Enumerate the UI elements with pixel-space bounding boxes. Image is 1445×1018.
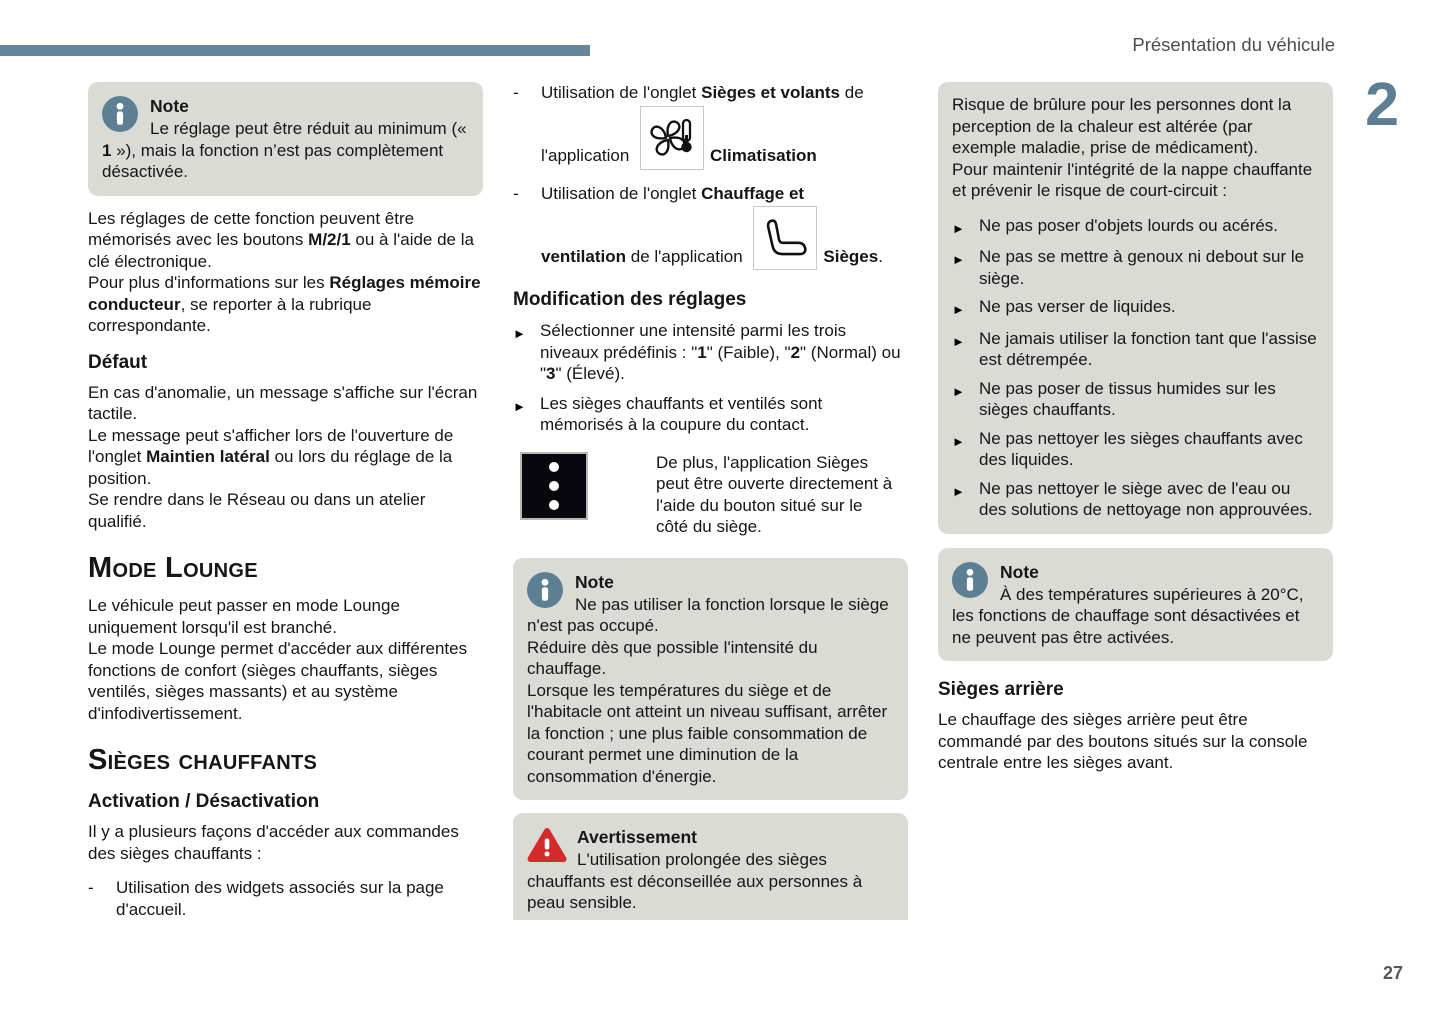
safety-item-text: Ne pas se mettre à genoux ni debout sur le siège.	[979, 247, 1305, 288]
info-icon	[952, 562, 988, 598]
list-item-text: Utilisation de l'onglet Chauffage et	[541, 183, 805, 203]
list-item-text: l'application	[541, 146, 635, 165]
list-item	[513, 183, 908, 205]
note-box-usage	[513, 558, 908, 801]
seat-side-button-icon	[520, 452, 588, 520]
note-body: Réduire dès que possible l'intensité du chauffage.	[527, 637, 818, 678]
warning-title: Avertissement	[577, 827, 697, 847]
header-accent-bar	[0, 45, 590, 56]
note-body: Le réglage peut être réduit au minimum (« 1 »), mais la fonction n’est pas complètement désactivée.	[102, 119, 467, 181]
dash-bullet: -	[88, 878, 94, 897]
paragraph: Le mode Lounge permet d'accéder aux différentes fonctions de confort (sièges chauffants, sièges ventilés, sièges massants) et au système d'infodivertissement.	[88, 639, 468, 723]
arrow-bullet: ►	[952, 220, 965, 236]
safety-item	[952, 328, 1318, 371]
paragraph: Les réglages de cette fonction peuvent être mémorisés avec les boutons M/2/1 ou à l'aide de la clé électronique.	[88, 208, 474, 271]
arrow-bullet: ►	[952, 252, 965, 267]
arrow-bullet: ►	[952, 333, 965, 349]
warning-box	[513, 813, 908, 920]
safety-item	[952, 378, 1318, 421]
heading-sieges-chauffants: Sièges chauffants	[88, 744, 318, 776]
list-item-text: Utilisation des widgets associés sur la page d'accueil.	[116, 878, 444, 919]
instruction-text: Sélectionner une intensité parmi les trois niveaux prédéfinis : "1" (Faible), "2" (Normal) ou "3" (Élevé).	[540, 321, 901, 383]
arrow-bullet: ►	[952, 383, 965, 399]
paragraph: Se rendre dans le Réseau ou dans un atelier qualifié.	[88, 490, 426, 531]
side-button-text: De plus, l'application Sièges peut être ouverte directement à l'aide du bouton situé sur le côté du siège.	[656, 452, 893, 536]
safety-item-text: Ne pas poser de tissus humides sur les sièges chauffants.	[979, 378, 1276, 419]
arrow-bullet: ►	[513, 398, 526, 414]
dash-bullet: -	[513, 183, 519, 203]
warning-body: L'utilisation prolongée des sièges chauffants est déconseillée aux personnes à peau sensible.	[527, 850, 863, 912]
fan-thermometer-icon	[640, 106, 704, 170]
safety-item	[952, 428, 1318, 471]
seat-icon	[753, 206, 817, 270]
side-button-info	[513, 452, 908, 538]
dash-bullet: -	[513, 83, 519, 102]
column-middle	[513, 82, 908, 920]
safety-item-text: Ne pas nettoyer les sièges chauffants avec des liquides.	[979, 428, 1303, 469]
list-item-text: Sièges.	[823, 246, 883, 266]
note-body: À des températures supérieures à 20°C, les fonctions de chauffage sont désactivées et ne peuvent pas être activées.	[952, 584, 1304, 647]
safety-box	[938, 82, 1333, 534]
safety-item-text: Ne pas verser de liquides.	[979, 297, 1176, 316]
paragraph: Pour plus d'informations sur les Réglages mémoire conducteur, se reporter à la rubrique correspondante.	[88, 273, 481, 335]
heading-activation: Activation / Désactivation	[88, 791, 320, 812]
info-icon	[527, 572, 563, 608]
list-item-text: Climatisation	[710, 146, 817, 165]
paragraph: Le véhicule peut passer en mode Lounge uniquement lorsqu'il est branché.	[88, 596, 400, 637]
list-item	[513, 82, 908, 104]
paragraph: Le chauffage des sièges arrière peut être commandé par des boutons situés sur la console centrale entre les sièges avant.	[938, 710, 1308, 772]
warning-triangle-icon	[527, 827, 567, 863]
sieges-app-row	[513, 204, 908, 270]
safety-intro: Risque de brûlure pour les personnes dont la perception de la chaleur est altérée (par exemple maladie, prise de médicament).	[952, 95, 1292, 157]
note-title: Note	[575, 571, 614, 592]
column-right	[938, 82, 1333, 774]
note-body: Lorsque les températures du siège et de l'habitacle ont atteint un niveau suffisant, arrêter la fonction ; une plus faible consommation de courant permet une diminution de la consommation d'énergie.	[527, 680, 888, 786]
safety-item	[952, 215, 1318, 240]
safety-item-text: Ne jamais utiliser la fonction tant que l'assise est détrempée.	[979, 328, 1317, 369]
arrow-bullet: ►	[952, 483, 965, 499]
column-left	[88, 82, 483, 920]
paragraph: Le message peut s'afficher lors de l'ouverture de l'onglet Maintien latéral ou lors du réglage de la position.	[88, 425, 454, 488]
instruction-text: Les sièges chauffants et ventilés sont mémorisés à la coupure du contact.	[540, 393, 823, 434]
page-number: 27	[1382, 963, 1403, 983]
safety-item	[952, 478, 1318, 521]
climatisation-app-row	[513, 104, 908, 170]
note-title: Note	[1000, 561, 1039, 582]
paragraph: En cas d'anomalie, un message s'affiche sur l'écran tactile.	[88, 382, 478, 423]
safety-intro: Pour maintenir l'intégrité de la nappe chauffante et prévenir le risque de court-circuit :	[952, 159, 1313, 200]
list-item	[88, 877, 483, 920]
safety-item	[952, 296, 1318, 321]
instruction-item	[513, 320, 908, 385]
heading-sieges-arriere: Sièges arrière	[938, 679, 1064, 700]
info-icon	[102, 96, 138, 132]
chapter-number: 2	[1365, 70, 1399, 138]
heading-defaut: Défaut	[88, 351, 148, 373]
paragraph: Il y a plusieurs façons d'accéder aux commandes des sièges chauffants :	[88, 822, 459, 863]
list-item-text: Utilisation de l'onglet Sièges et volants de	[541, 83, 864, 102]
note-box-reglage	[88, 82, 483, 196]
safety-item-text: Ne pas poser d'objets lourds ou acérés.	[979, 215, 1279, 235]
note-box-temperature	[938, 548, 1333, 662]
heading-modification: Modification des réglages	[513, 289, 747, 310]
heading-mode-lounge: Mode Lounge	[88, 552, 258, 584]
safety-item	[952, 246, 1318, 289]
note-title: Note	[150, 96, 189, 116]
arrow-bullet: ►	[952, 433, 965, 449]
instruction-item	[513, 393, 908, 436]
arrow-bullet: ►	[952, 302, 965, 317]
note-body: Ne pas utiliser la fonction lorsque le siège n'est pas occupé.	[527, 594, 889, 635]
page-header-title: Présentation du véhicule	[1132, 34, 1335, 55]
list-item-text: ventilation de l'application	[541, 246, 748, 266]
safety-item-text: Ne pas nettoyer le siège avec de l'eau ou des solutions de nettoyage non approuvées.	[979, 478, 1313, 519]
arrow-bullet: ►	[513, 326, 526, 341]
